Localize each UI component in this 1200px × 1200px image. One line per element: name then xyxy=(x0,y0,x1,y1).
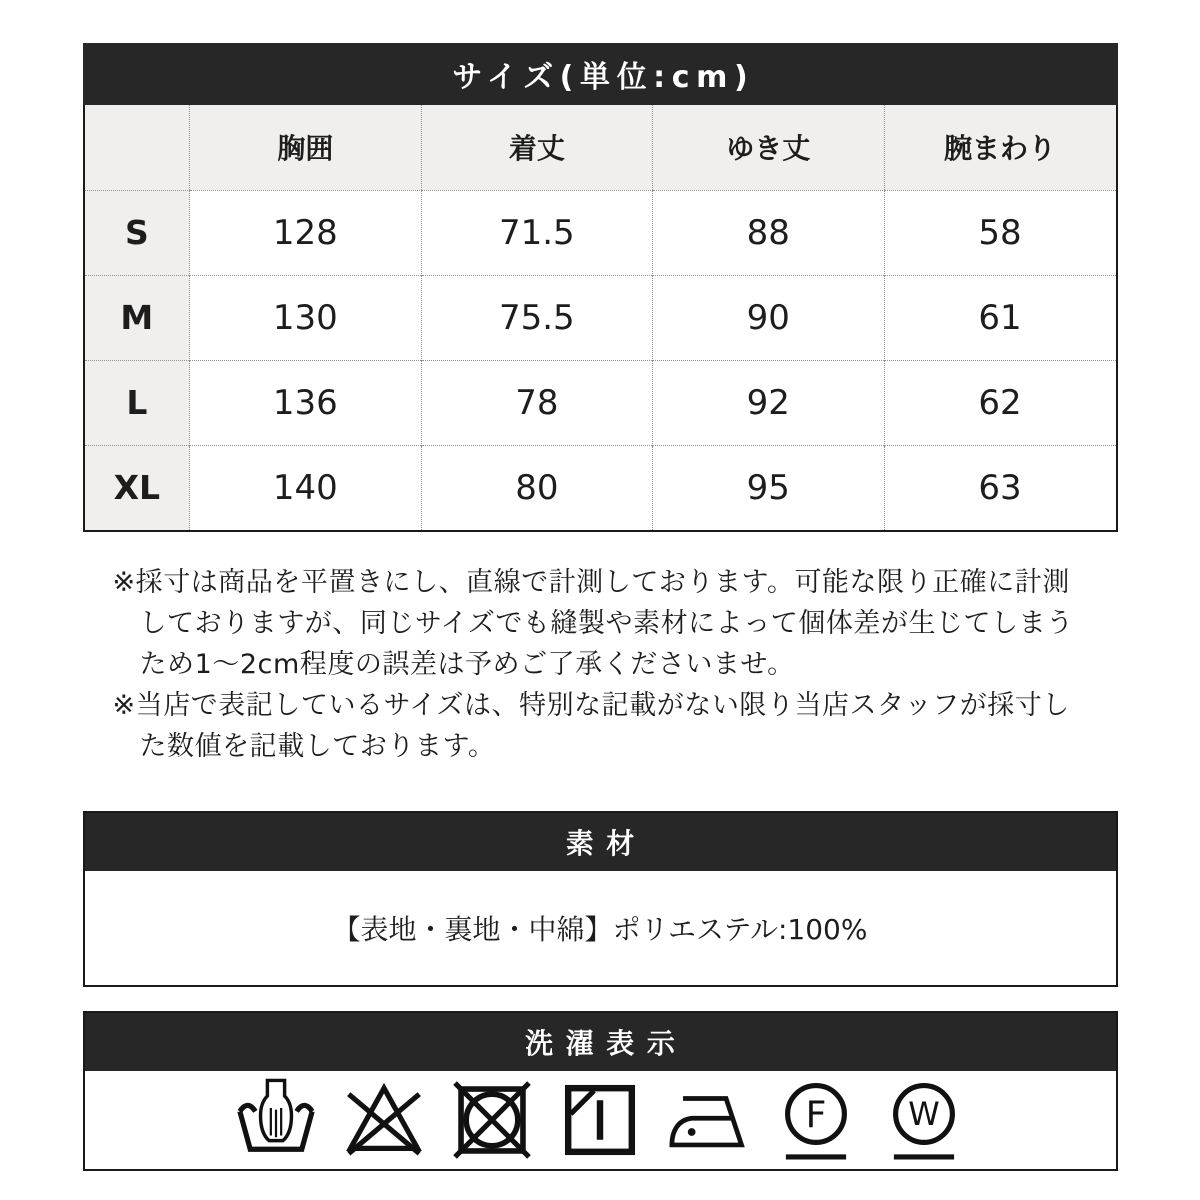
col-header-chest: 胸囲 xyxy=(190,105,421,190)
size-label: M xyxy=(85,275,190,360)
material-title-band xyxy=(85,813,1116,871)
cell-sleeve: 88 xyxy=(653,190,884,275)
cell-sleeve: 95 xyxy=(653,445,884,530)
hang-dry-in-shade-icon xyxy=(557,1077,643,1163)
svg-text:W: W xyxy=(908,1095,940,1134)
cell-arm: 58 xyxy=(884,190,1115,275)
laundry-title-band xyxy=(85,1013,1116,1071)
dry-clean-petroleum-F-icon xyxy=(773,1077,859,1163)
measurement-notes xyxy=(83,562,1118,767)
laundry-symbols-row xyxy=(85,1071,1116,1169)
note-measurement-accuracy: ※採寸は商品を平置きにし、直線で計測しております。可能な限り正確に計測しておりますが、同じサイズでも縫製や素材によって個体差が生じてしまうため1〜2cm程度の誤差は予めご了承くださいませ。 xyxy=(112,567,1074,681)
col-header-sleeve: ゆき丈 xyxy=(653,105,884,190)
do-not-bleach-icon xyxy=(341,1077,427,1163)
material-section xyxy=(83,811,1118,987)
table-row-s xyxy=(85,190,1116,275)
table-row-m xyxy=(85,275,1116,360)
table-row-l xyxy=(85,360,1116,445)
cell-sleeve: 90 xyxy=(653,275,884,360)
laundry-care-section xyxy=(83,1011,1118,1171)
cell-sleeve: 92 xyxy=(653,360,884,445)
cell-chest: 130 xyxy=(190,275,421,360)
size-table-section xyxy=(83,43,1118,532)
iron-low-heat-icon xyxy=(665,1077,751,1163)
size-label: S xyxy=(85,190,190,275)
size-table-header-row xyxy=(85,105,1116,190)
cell-length: 78 xyxy=(421,360,652,445)
size-table-title: サイズ(単位:cm) xyxy=(452,60,755,95)
size-table-title-band xyxy=(83,43,1118,105)
material-content xyxy=(85,871,1116,985)
product-size-spec-page xyxy=(83,0,1118,1171)
table-row-xl xyxy=(85,445,1116,530)
note-staff-measured: ※当店で表記しているサイズは、特別な記載がない限り当店スタッフが採寸した数値を記載しております。 xyxy=(112,690,1070,763)
cell-chest: 128 xyxy=(190,190,421,275)
size-label: XL xyxy=(85,445,190,530)
laundry-title: 洗濯表示 xyxy=(525,1027,688,1061)
cell-length: 71.5 xyxy=(421,190,652,275)
cell-arm: 63 xyxy=(884,445,1115,530)
size-label: L xyxy=(85,360,190,445)
cell-length: 75.5 xyxy=(421,275,652,360)
size-table xyxy=(85,105,1116,530)
cell-chest: 140 xyxy=(190,445,421,530)
col-header-arm: 腕まわり xyxy=(884,105,1115,190)
cell-arm: 61 xyxy=(884,275,1115,360)
size-table-box xyxy=(83,105,1118,532)
cell-length: 80 xyxy=(421,445,652,530)
col-header-length: 着丈 xyxy=(421,105,652,190)
corner-cell xyxy=(85,105,190,190)
svg-text:F: F xyxy=(805,1093,827,1137)
do-not-tumble-dry-icon xyxy=(449,1077,535,1163)
wet-clean-W-icon xyxy=(881,1077,967,1163)
hand-wash-icon xyxy=(233,1077,319,1163)
cell-chest: 136 xyxy=(190,360,421,445)
material-text: 【表地・裏地・中綿】ポリエステル:100% xyxy=(332,913,868,947)
cell-arm: 62 xyxy=(884,360,1115,445)
material-title: 素材 xyxy=(565,827,647,861)
